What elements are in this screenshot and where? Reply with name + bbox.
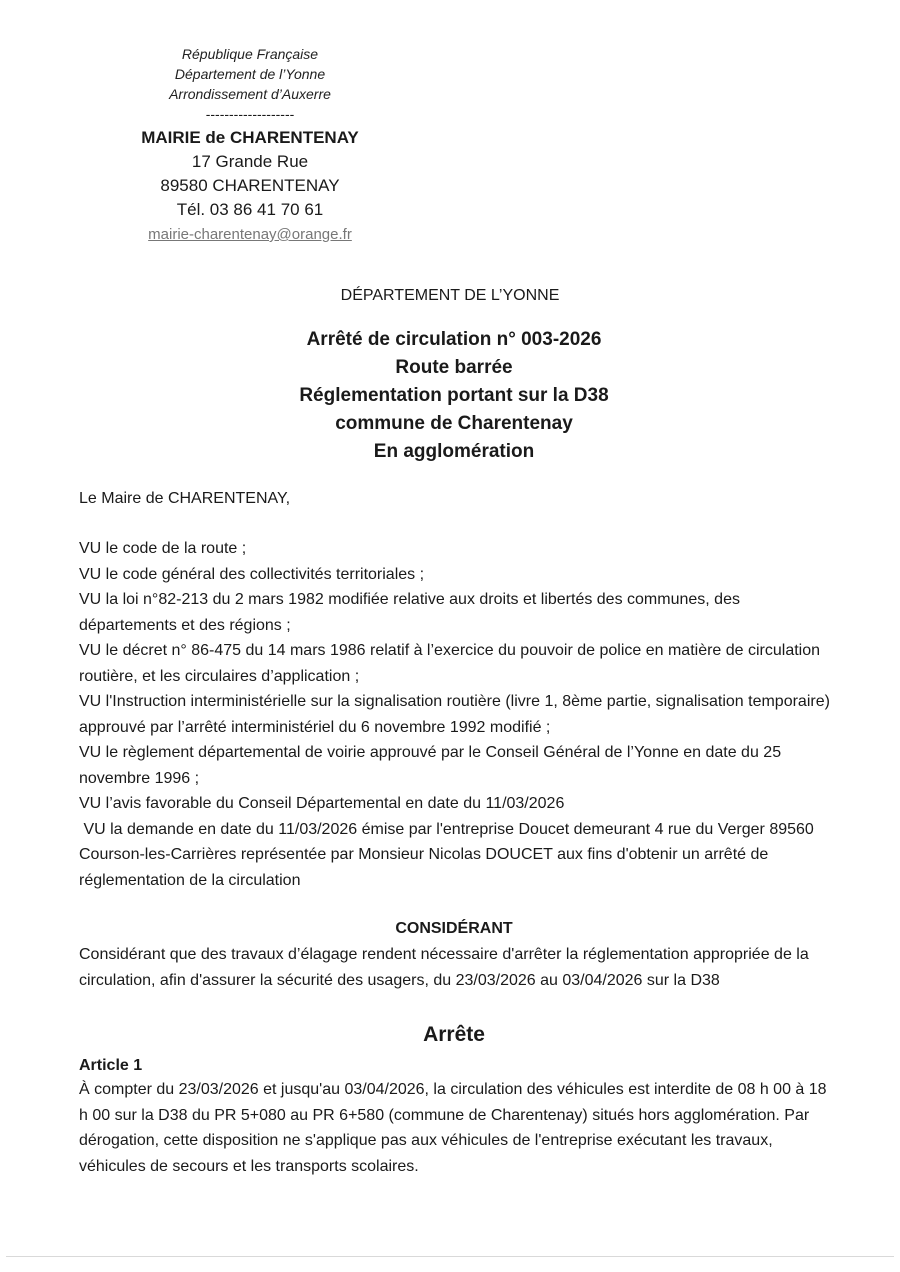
- header-departement: Département de l’Yonne: [174, 66, 326, 82]
- mairie-header: [120, 44, 380, 246]
- department-heading: DÉPARTEMENT DE L’YONNE: [340, 287, 560, 304]
- vu-list: [79, 536, 839, 893]
- mairie-street: 17 Grande Rue: [191, 152, 309, 171]
- title-line-1: Arrêté de circulation n° 003-2026: [306, 329, 602, 350]
- vu-item: VU le code de la route ;: [79, 540, 247, 557]
- vu-item: VU l’avis favorable du Conseil Départemental en date du 11/03/2026: [79, 795, 565, 812]
- arrete-heading: Arrête: [423, 1023, 485, 1046]
- page-bottom-divider: [6, 1256, 894, 1257]
- header-arrondissement: Arrondissement d’Auxerre: [169, 86, 331, 102]
- vu-item: VU le code général des collectivités territoriales ;: [79, 565, 425, 583]
- vu-item: VU la loi n°82-213 du 2 mars 1982 modifiée relative aux droits et libertés des communes, des départements et des régions ;: [79, 591, 740, 634]
- title-line-3: Réglementation portant sur la D38: [299, 385, 609, 406]
- vu-item: VU l'Instruction interministérielle sur la signalisation routière (livre 1, 8ème partie, signalisation temporaire) approuvé par l’arrêté interministériel du 6 novembre 1992 modifié ;: [79, 693, 830, 736]
- vu-item: VU le décret n° 86-475 du 14 mars 1986 relatif à l’exercice du pouvoir de police en matière de circulation routière, et les circulaires d’application ;: [79, 642, 821, 685]
- vu-item: VU le règlement départemental de voirie approuvé par le Conseil Général de l’Yonne en date du 25 novembre 1996 ;: [79, 744, 782, 787]
- considerant-heading: CONSIDÉRANT: [395, 920, 513, 937]
- article-1-text: À compter du 23/03/2026 et jusqu'au 03/04/2026, la circulation des véhicules est interdite de 08 h 00 à 18 h 00 sur la D38 du PR 5+080 au PR 6+580 (commune de Charentenay) situés hors agglomération. Par dérogation, cette disposition ne s'applique pas aux véhicules de l'entreprise exécutant les travaux, véhicules de secours et les transports scolaires.: [79, 1081, 827, 1175]
- title-line-4: commune de Charentenay: [335, 413, 573, 434]
- title-line-5: En agglomération: [373, 441, 535, 462]
- mairie-city: 89580 CHARENTENAY: [160, 176, 340, 195]
- maire-intro: Le Maire de CHARENTENAY,: [79, 490, 291, 507]
- arrete-title-block: [0, 326, 900, 466]
- mairie-phone: Tél. 03 86 41 70 61: [176, 200, 324, 219]
- mairie-name: MAIRIE de CHARENTENAY: [141, 128, 359, 147]
- title-line-2: Route barrée: [395, 357, 513, 378]
- header-republique: République Française: [181, 46, 319, 62]
- vu-item: VU la demande en date du 11/03/2026 émise par l'entreprise Doucet demeurant 4 rue du Verger 89560 Courson-les-Carrières représentée par Monsieur Nicolas DOUCET aux fins d'obtenir un arrêté de réglementation de la circulation: [79, 820, 819, 889]
- considerant-text: Considérant que des travaux d’élagage rendent nécessaire d'arrêter la réglementation appropriée de la circulation, afin d'assurer la sécurité des usagers, du 23/03/2026 au 03/04/2026 sur la D38: [79, 946, 809, 989]
- header-separator: -------------------: [205, 106, 295, 122]
- mairie-email-link[interactable]: mairie-charentenay@orange.fr: [148, 226, 352, 243]
- article-1-heading: Article 1: [79, 1057, 143, 1074]
